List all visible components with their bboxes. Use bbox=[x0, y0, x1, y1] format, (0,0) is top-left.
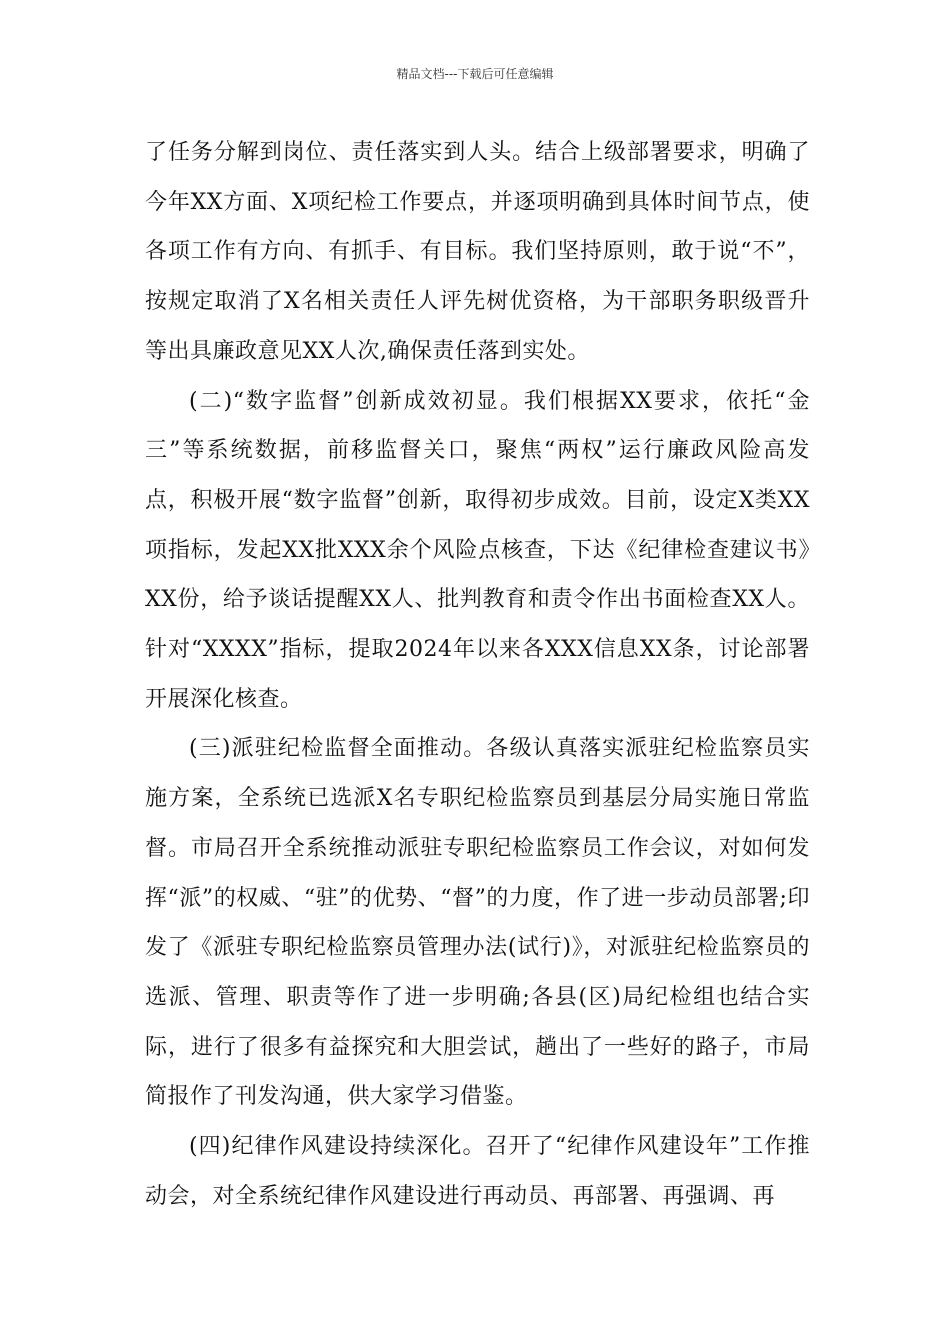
paragraph-digital-supervision: (二)“数字监督”创新成效初显。我们根据XX要求，依托“金三”等系统数据，前移监督关口，聚焦“两权”运行廉政风险高发点，积极开展“数字监督”创新，取得初步成效。目前，设定X类XX项指标，发起XX批XXX余个风险点核查，下达《纪律检查建议书》XX份，给予谈话提醒XX人、批判教育和责令作出书面检查XX人。针对“XXXX”指标，提取2024年以来各XXX信息XX条，讨论部署开展深化核查。 bbox=[145, 388, 810, 712]
document-body bbox=[145, 128, 810, 1221]
paragraph-discipline-style: (四)纪律作风建设持续深化。召开了“纪律作风建设年”工作推动会，对全系统纪律作风建设进行再动员、再部署、再强调、再 bbox=[145, 1134, 810, 1209]
paragraph-continuation: 了任务分解到岗位、责任落实到人头。结合上级部署要求，明确了今年XX方面、X项纪检工作要点，并逐项明确到具体时间节点，使各项工作有方向、有抓手、有目标。我们坚持原则，敢于说“不”，按规定取消了X名相关责任人评先树优资格，为干部职务职级晋升等出具廉政意见XX人次,确保责任落到实处。 bbox=[145, 140, 810, 364]
page-header: 精品文档---下载后可任意编辑 bbox=[396, 67, 554, 81]
paragraph-stationed-supervision: (三)派驻纪检监督全面推动。各级认真落实派驻纪检监察员实施方案，全系统已选派X名专职纪检监察员到基层分局实施日常监督。市局召开全系统推动派驻专职纪检监察员工作会议，对如何发挥“派”的权威、“驻”的优势、“督”的力度，作了进一步动员部署;印发了《派驻专职纪检监察员管理办法(试行)》，对派驻纪检监察员的选派、管理、职责等作了进一步明确;各县(区)局纪检组也结合实际，进行了很多有益探究和大胆尝试，趟出了一些好的路子，市局简报作了刊发沟通，供大家学习借鉴。 bbox=[145, 736, 810, 1110]
